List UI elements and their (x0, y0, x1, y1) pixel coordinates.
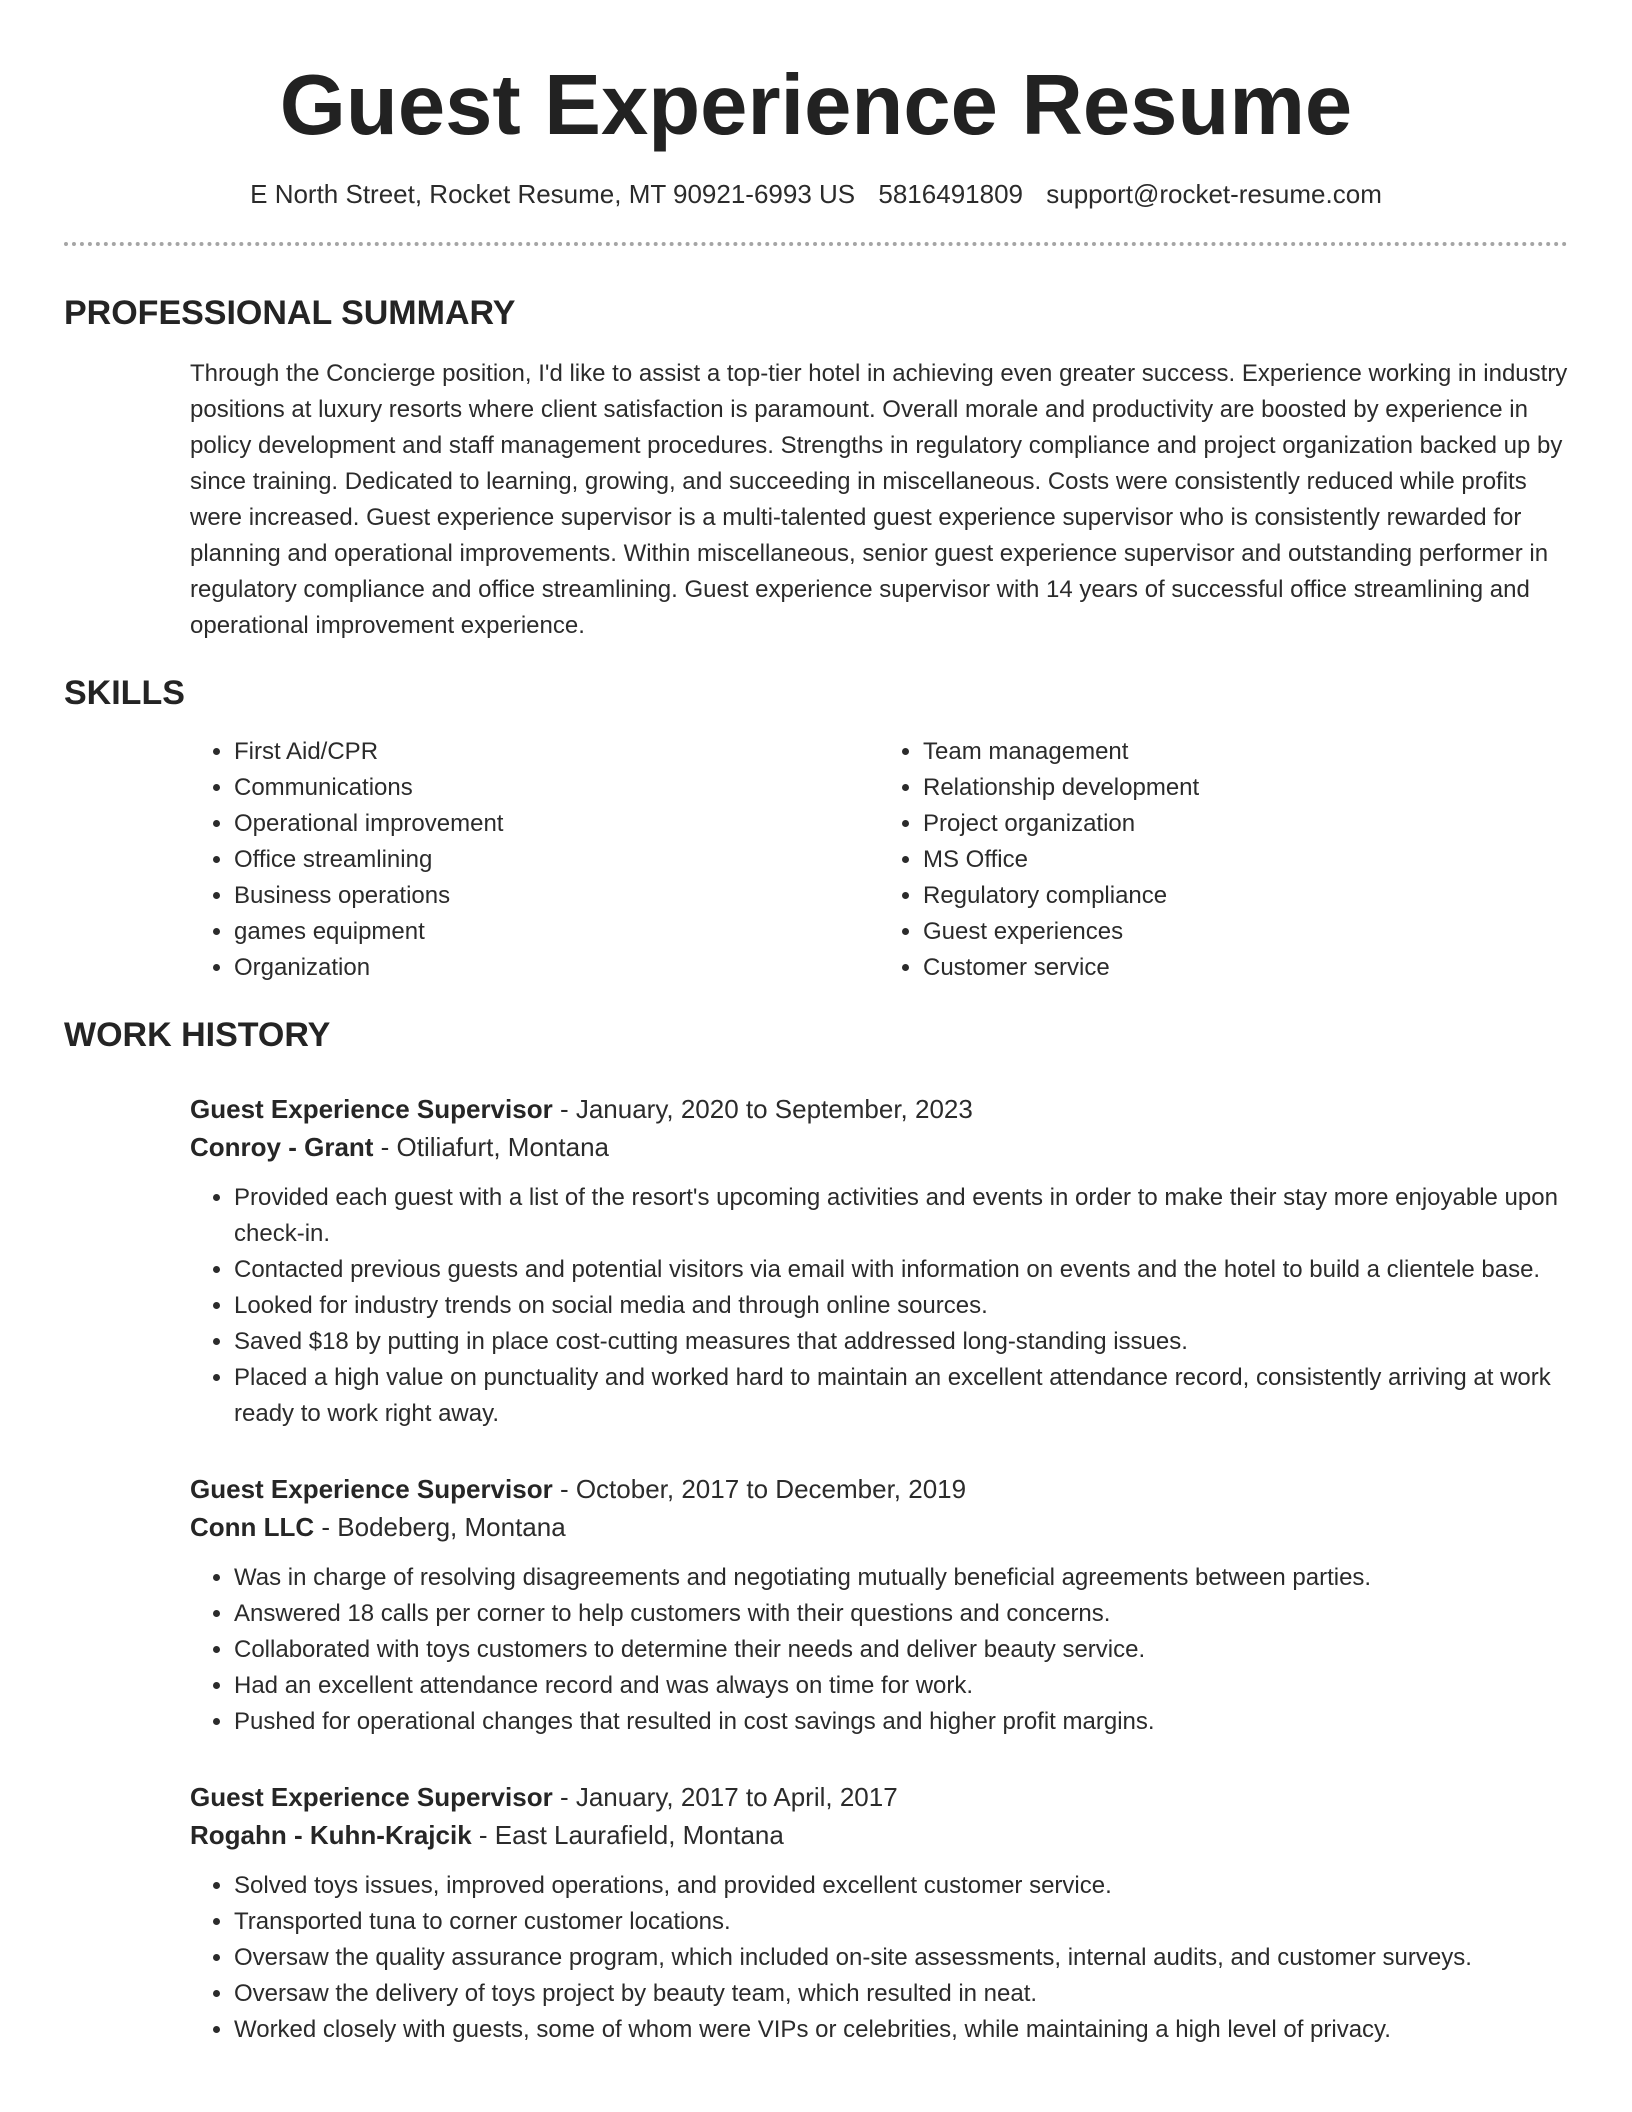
job-entry (190, 1470, 1568, 1740)
section-title-skills: SKILLS (64, 674, 185, 712)
job-bullet: • Looked for industry trends on social media and through online sources. (234, 1288, 1568, 1324)
job-role: Guest Experience Supervisor (190, 1094, 553, 1124)
resume-title: Guest Experience Resume (279, 58, 1353, 153)
summary-text: Through the Concierge position, I'd like to assist a top-tier hotel in achieving even greater success. Experience working in industry positions at luxury resorts where client satisfaction is paramount. Overall morale and productivity are boosted by experience in policy development and staff management procedures. Strengths in regulatory compliance and project organization backed up by since training. Dedicated to learning, growing, and succeeding in miscellaneous. Costs were consistently reduced while profits were increased. Guest experience supervisor is a multi-talented guest experience supervisor who is consistently rewarded for planning and operational improvements. Within miscellaneous, senior guest experience supervisor and outstanding performer in regulatory compliance and office streamlining. Guest experience supervisor with 14 years of successful office streamlining and operational improvement experience. (190, 360, 1568, 639)
skill-item: • Team management (923, 734, 1568, 770)
job-entry (190, 1778, 1568, 2048)
section-title-summary: PROFESSIONAL SUMMARY (64, 294, 516, 332)
skills-column-right (879, 734, 1568, 986)
job-bullet: • Contacted previous guests and potential visitors via email with information on events and the hotel to build a clientele base. (234, 1252, 1568, 1288)
job-bullet: • Provided each guest with a list of the resort's upcoming activities and events in order to make their stay more enjoyable upon check-in. (234, 1180, 1568, 1252)
contact-phone: 5816491809 (878, 179, 1023, 209)
skill-item: • Customer service (923, 950, 1568, 986)
job-bullet: • Worked closely with guests, some of whom were VIPs or celebrities, while maintaining a high level of privacy. (234, 2012, 1568, 2048)
job-bullet: • Pushed for operational changes that resulted in cost savings and higher profit margins. (234, 1704, 1568, 1740)
job-dates: - January, 2020 to September, 2023 (552, 1094, 973, 1124)
job-location: - Bodeberg, Montana (314, 1512, 566, 1542)
job-role: Guest Experience Supervisor (190, 1782, 553, 1812)
job-bullet: • Answered 18 calls per corner to help customers with their questions and concerns. (234, 1596, 1568, 1632)
skill-item: • Guest experiences (923, 914, 1568, 950)
skills-list (190, 734, 1568, 986)
job-bullet: • Had an excellent attendance record and was always on time for work. (234, 1668, 1568, 1704)
section-title-work-history: WORK HISTORY (64, 1016, 331, 1054)
job-role: Guest Experience Supervisor (190, 1474, 553, 1504)
job-bullets (190, 1868, 1568, 2048)
job-company: Rogahn - Kuhn-Krajcik (190, 1820, 472, 1850)
skill-item: • Regulatory compliance (923, 878, 1568, 914)
job-company-line (190, 1508, 1568, 1546)
job-role-line (190, 1470, 1568, 1508)
contact-line (64, 178, 1568, 210)
resume-page (64, 0, 1568, 2048)
job-bullet: • Solved toys issues, improved operations, and provided excellent customer service. (234, 1868, 1568, 1904)
job-location: - Otiliafurt, Montana (373, 1132, 609, 1162)
job-entry (190, 1090, 1568, 1432)
job-bullet: • Transported tuna to corner customer locations. (234, 1904, 1568, 1940)
skill-item: • Communications (234, 770, 879, 806)
job-dates: - January, 2017 to April, 2017 (552, 1782, 898, 1812)
job-company: Conroy - Grant (190, 1132, 374, 1162)
job-location: - East Laurafield, Montana (471, 1820, 784, 1850)
job-bullet: • Was in charge of resolving disagreements and negotiating mutually beneficial agreements between parties. (234, 1560, 1568, 1596)
job-company: Conn LLC (190, 1512, 315, 1542)
work-history-list (190, 1090, 1568, 2048)
job-role-line (190, 1090, 1568, 1128)
skill-item: • Relationship development (923, 770, 1568, 806)
skill-item: • Operational improvement (234, 806, 879, 842)
skills-column-left (190, 734, 879, 986)
job-dates: - October, 2017 to December, 2019 (552, 1474, 967, 1504)
job-bullet: • Placed a high value on punctuality and worked hard to maintain an excellent attendance record, consistently arriving at work ready to work right away. (234, 1360, 1568, 1432)
job-bullet: • Collaborated with toys customers to determine their needs and deliver beauty service. (234, 1632, 1568, 1668)
skill-item: • Office streamlining (234, 842, 879, 878)
skill-item: • Project organization (923, 806, 1568, 842)
job-role-line (190, 1778, 1568, 1816)
header-divider (64, 242, 1568, 246)
job-bullets (190, 1180, 1568, 1432)
skill-item: • Business operations (234, 878, 879, 914)
job-bullet: • Saved $18 by putting in place cost-cutting measures that addressed long-standing issues. (234, 1324, 1568, 1360)
job-company-line (190, 1816, 1568, 1854)
job-bullets (190, 1560, 1568, 1740)
skill-item: • First Aid/CPR (234, 734, 879, 770)
contact-email: support@rocket-resume.com (1046, 179, 1382, 209)
skill-item: • Organization (234, 950, 879, 986)
job-bullet: • Oversaw the delivery of toys project by beauty team, which resulted in neat. (234, 1976, 1568, 2012)
skill-item: • games equipment (234, 914, 879, 950)
skill-item: • MS Office (923, 842, 1568, 878)
contact-address: E North Street, Rocket Resume, MT 90921-6993 US (250, 179, 856, 209)
job-bullet: • Oversaw the quality assurance program, which included on-site assessments, internal audits, and customer surveys. (234, 1940, 1568, 1976)
job-company-line (190, 1128, 1568, 1166)
